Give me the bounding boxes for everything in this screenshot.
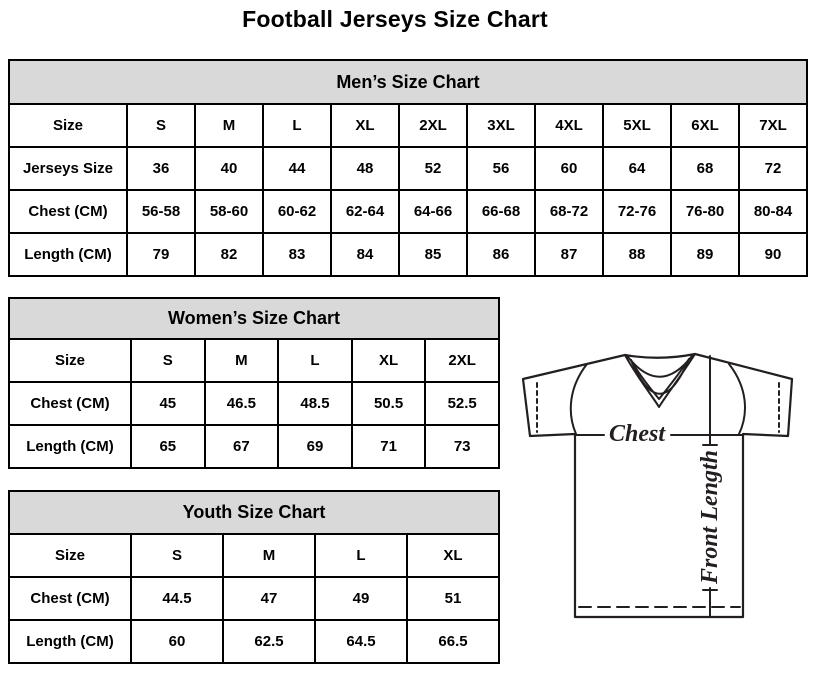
value-cell: S — [127, 104, 195, 147]
row-label: Chest (CM) — [9, 382, 131, 425]
value-cell: 47 — [223, 577, 315, 620]
value-cell: L — [315, 534, 407, 577]
value-cell: 84 — [331, 233, 399, 276]
row-label: Size — [9, 534, 131, 577]
value-cell: L — [278, 339, 352, 382]
value-cell: 46.5 — [205, 382, 279, 425]
value-cell: 90 — [739, 233, 807, 276]
table-row-length — [9, 233, 807, 276]
value-cell: 56-58 — [127, 190, 195, 233]
table-row-size — [9, 104, 807, 147]
value-cell: 2XL — [425, 339, 499, 382]
value-cell: 83 — [263, 233, 331, 276]
table-row-size — [9, 339, 499, 382]
value-cell: 87 — [535, 233, 603, 276]
table-row-length — [9, 620, 499, 663]
value-cell: 62.5 — [223, 620, 315, 663]
value-cell: 51 — [407, 577, 499, 620]
value-cell: 68 — [671, 147, 739, 190]
value-cell: XL — [407, 534, 499, 577]
value-cell: 62-64 — [331, 190, 399, 233]
value-cell: 64-66 — [399, 190, 467, 233]
table-header-row — [9, 298, 499, 339]
value-cell: S — [131, 534, 223, 577]
value-cell: 48 — [331, 147, 399, 190]
value-cell: M — [223, 534, 315, 577]
value-cell: 50.5 — [352, 382, 426, 425]
youth-chart-title: Youth Size Chart — [9, 491, 499, 534]
value-cell: 56 — [467, 147, 535, 190]
value-cell: 82 — [195, 233, 263, 276]
table-row-chest — [9, 577, 499, 620]
table-row-chest — [9, 190, 807, 233]
table-header-row — [9, 491, 499, 534]
table-row-length — [9, 425, 499, 468]
row-label: Chest (CM) — [9, 577, 131, 620]
value-cell: M — [195, 104, 263, 147]
value-cell: 89 — [671, 233, 739, 276]
row-label: Size — [9, 339, 131, 382]
value-cell: 69 — [278, 425, 352, 468]
value-cell: 88 — [603, 233, 671, 276]
value-cell: 64.5 — [315, 620, 407, 663]
value-cell: 52.5 — [425, 382, 499, 425]
table-header-row — [9, 60, 807, 104]
value-cell: 45 — [131, 382, 205, 425]
row-label: Length (CM) — [9, 425, 131, 468]
value-cell: 66-68 — [467, 190, 535, 233]
value-cell: 72-76 — [603, 190, 671, 233]
front-length-measure-label: Front Length — [697, 449, 723, 585]
value-cell: 60-62 — [263, 190, 331, 233]
value-cell: XL — [331, 104, 399, 147]
value-cell: 79 — [127, 233, 195, 276]
value-cell: 85 — [399, 233, 467, 276]
value-cell: 80-84 — [739, 190, 807, 233]
womens-size-chart-table — [8, 297, 500, 469]
value-cell: 60 — [535, 147, 603, 190]
jersey-measurement-diagram — [503, 335, 809, 665]
value-cell: 64 — [603, 147, 671, 190]
value-cell: 65 — [131, 425, 205, 468]
value-cell: 67 — [205, 425, 279, 468]
value-cell: 72 — [739, 147, 807, 190]
chest-measure-label: Chest — [608, 421, 666, 447]
page-title: Football Jerseys Size Chart — [242, 6, 548, 32]
table-row-size — [9, 534, 499, 577]
value-cell: 66.5 — [407, 620, 499, 663]
value-cell: 44 — [263, 147, 331, 190]
value-cell: 52 — [399, 147, 467, 190]
value-cell: 76-80 — [671, 190, 739, 233]
value-cell: 71 — [352, 425, 426, 468]
value-cell: 44.5 — [131, 577, 223, 620]
mens-size-chart-table — [8, 59, 808, 277]
row-label: Jerseys Size — [9, 147, 127, 190]
value-cell: 3XL — [467, 104, 535, 147]
value-cell: 4XL — [535, 104, 603, 147]
value-cell: 86 — [467, 233, 535, 276]
youth-size-chart-table — [8, 490, 500, 664]
table-row-chest — [9, 382, 499, 425]
value-cell: 60 — [131, 620, 223, 663]
value-cell: M — [205, 339, 279, 382]
value-cell: 36 — [127, 147, 195, 190]
row-label: Length (CM) — [9, 233, 127, 276]
value-cell: 68-72 — [535, 190, 603, 233]
row-label: Chest (CM) — [9, 190, 127, 233]
value-cell: 49 — [315, 577, 407, 620]
value-cell: XL — [352, 339, 426, 382]
row-label: Length (CM) — [9, 620, 131, 663]
value-cell: 6XL — [671, 104, 739, 147]
mens-chart-title: Men’s Size Chart — [9, 60, 807, 104]
value-cell: L — [263, 104, 331, 147]
value-cell: 5XL — [603, 104, 671, 147]
value-cell: 48.5 — [278, 382, 352, 425]
value-cell: 40 — [195, 147, 263, 190]
value-cell: 2XL — [399, 104, 467, 147]
value-cell: 58-60 — [195, 190, 263, 233]
row-label: Size — [9, 104, 127, 147]
value-cell: 73 — [425, 425, 499, 468]
value-cell: 7XL — [739, 104, 807, 147]
table-row-jerseys-size — [9, 147, 807, 190]
womens-chart-title: Women’s Size Chart — [9, 298, 499, 339]
value-cell: S — [131, 339, 205, 382]
